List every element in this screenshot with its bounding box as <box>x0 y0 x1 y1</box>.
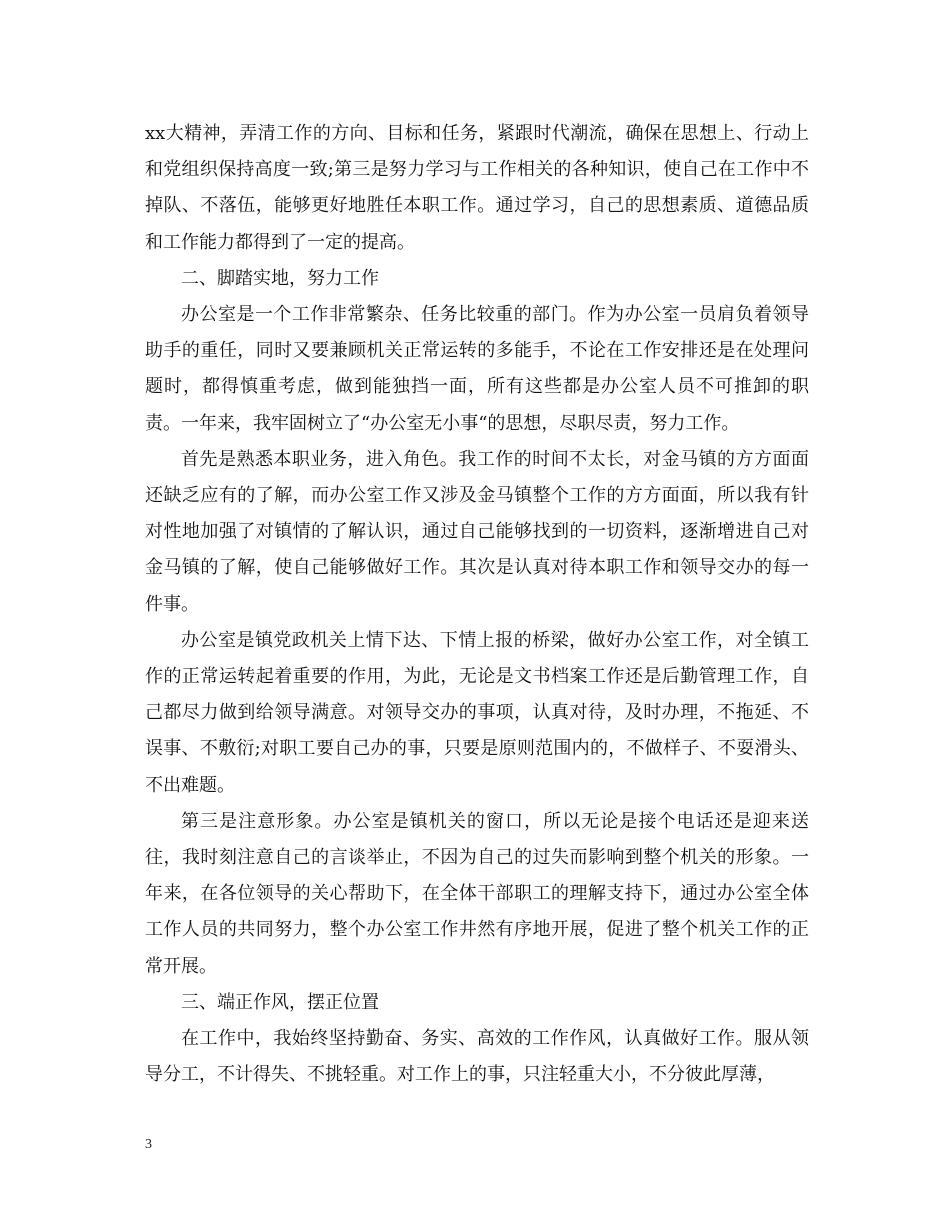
paragraph-familiarize-business: 首先是熟悉本职业务，进入角色。我工作的时间不太长，对金马镇的方方面面还缺乏应有的了解，而办公室工作又涉及金马镇整个工作的方方面面，所以我有针对性地加强了对镇情的了解认识，通过自己能够找到的一切资料，逐渐增进自己对金马镇的了解，使自己能够做好工作。其次是认真对待本职工作和领导交办的每一件事。 <box>145 448 809 615</box>
paragraph-office-duties: 办公室是一个工作非常繁杂、任务比较重的部门。作为办公室一员肩负着领导助手的重任，同时又要兼顾机关正常运转的多能手，不论在工作安排还是在处理问题时，都得慎重考虑，做到能独挡一面，所有这些都是办公室人员不可推卸的职责。一年来，我牢固树立了“办公室无小事“的思想，尽职尽责，努力工作。 <box>145 304 809 434</box>
paragraph-image: 第三是注意形象。办公室是镇机关的窗口，所以无论是接个电话还是迎来送往，我时刻注意自己的言谈举止，不因为自己的过失而影响到整个机关的形象。一年来，在各位领导的关心帮助下，在全体干部职工的理解支持下，通过办公室全体工作人员的共同努力，整个办公室工作井然有序地开展，促进了整个机关工作的正常开展。 <box>145 810 809 977</box>
document-body <box>145 116 809 1093</box>
page-number: 3 <box>145 1137 152 1152</box>
paragraph-work-style: 在工作中，我始终坚持勤奋、务实、高效的工作作风，认真做好工作。服从领导分工，不计得失、不挑轻重。对工作上的事，只注轻重大小，不分彼此厚薄， <box>145 1028 809 1086</box>
section-heading-2: 二、脚踏实地，努力工作 <box>181 267 379 289</box>
paragraph-continuation: xx大精神，弄清工作的方向、目标和任务，紧跟时代潮流，确保在思想上、行动上和党组织保持高度一致;第三是努力学习与工作相关的各种知识，使自己在工作中不掉队、不落伍，能够更好地胜任本职工作。通过学习，自己的思想素质、道德品质和工作能力都得到了一定的提高。 <box>145 123 809 253</box>
paragraph-office-bridge: 办公室是镇党政机关上情下达、下情上报的桥梁，做好办公室工作，对全镇工作的正常运转起着重要的作用，为此，无论是文书档案工作还是后勤管理工作，自己都尽力做到给领导满意。对领导交办的事项，认真对待，及时办理，不拖延、不误事、不敷衍;对职工要自己办的事，只要是原则范围内的，不做样子、不耍滑头、不出难题。 <box>145 629 809 796</box>
section-heading-3: 三、端正作风，摆正位置 <box>181 991 379 1013</box>
